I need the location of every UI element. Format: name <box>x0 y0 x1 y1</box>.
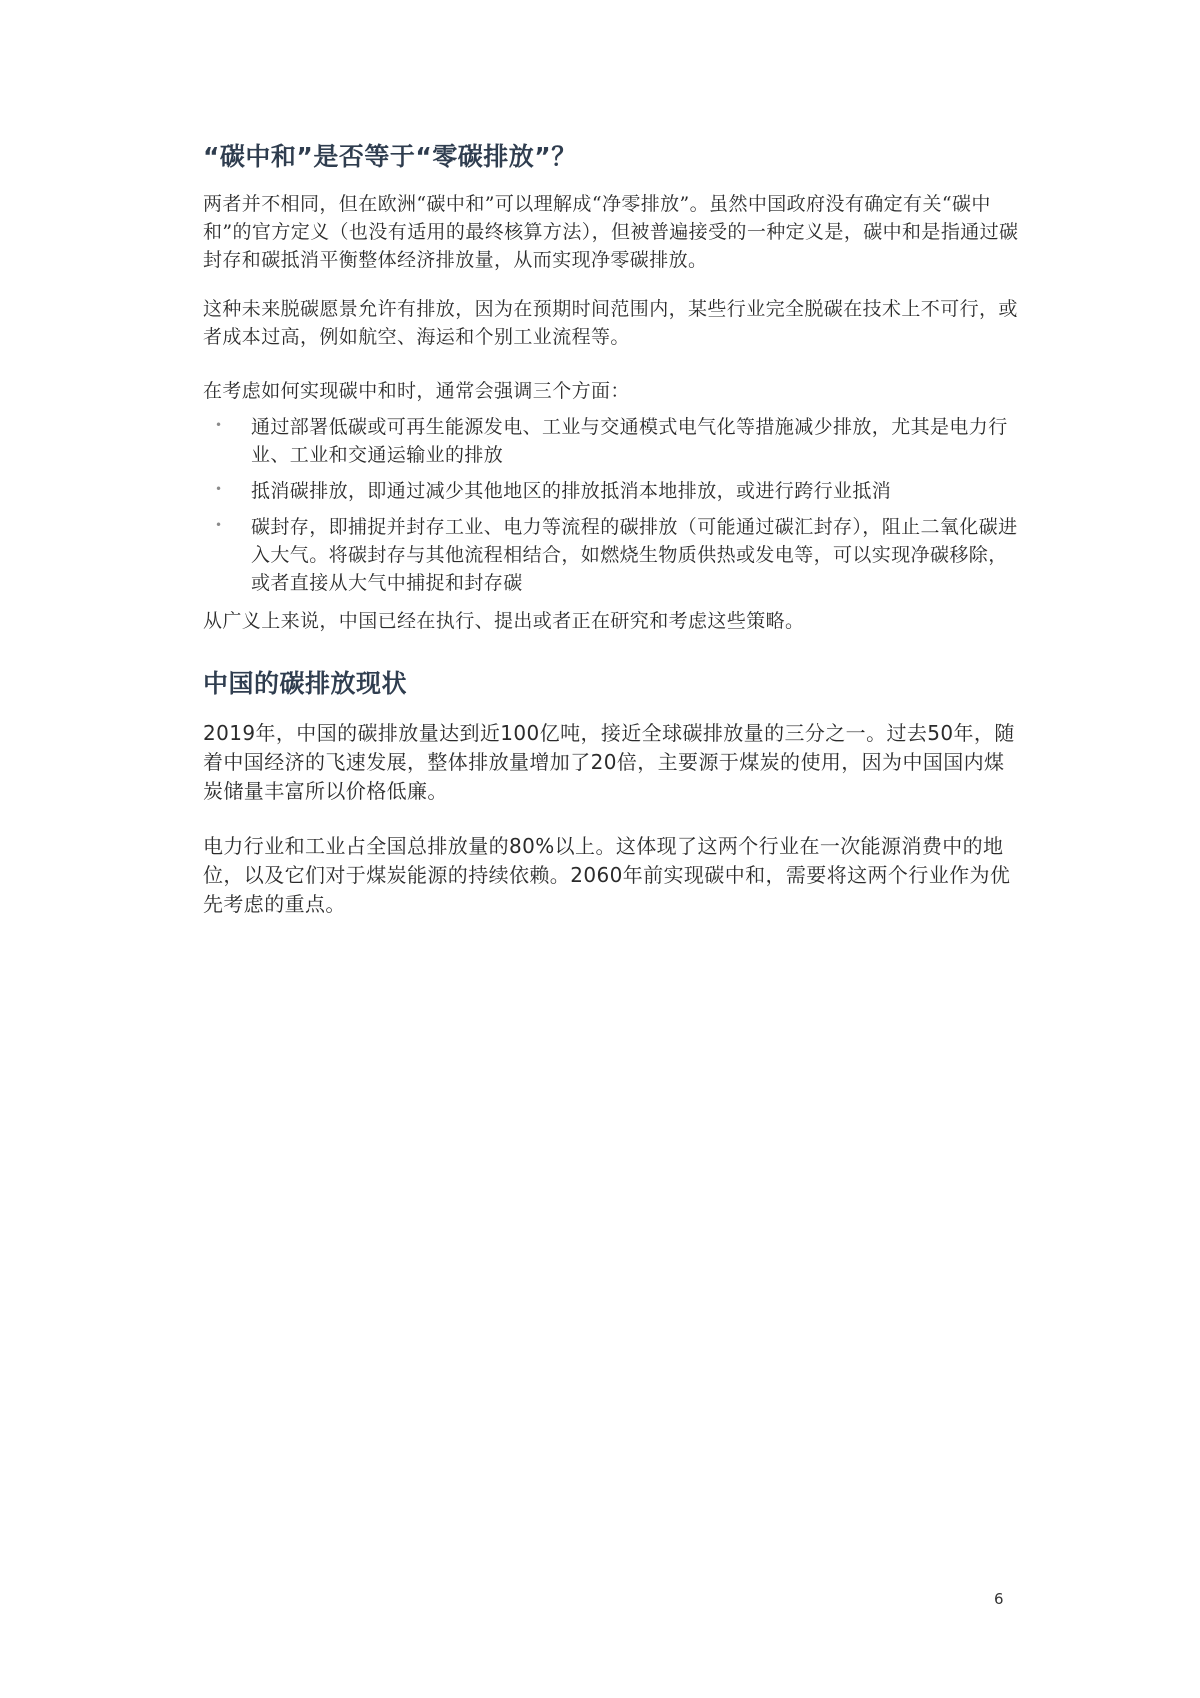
paragraph-power-industry: 电力行业和工业占全国总排放量的80%以上。这体现了这两个行业在一次能源消费中的地位，以及它们对于煤炭能源的持续依赖。2060年前实现碳中和，需要将这两个行业作为优先考虑的重点。 <box>203 834 1011 916</box>
paragraph-definition: 两者并不相同，但在欧洲“碳中和”可以理解成“净零排放”。虽然中国政府没有确定有关“碳中和”的官方定义（也没有适用的最终核算方法），但被普遍接受的一种定义是，碳中和是指通过碳封存和碳抵消平衡整体经济排放量，从而实现净零碳排放。 <box>203 193 1019 271</box>
section-heading-china-emissions: 中国的碳排放现状 <box>203 669 408 698</box>
bullet-icon: • <box>215 482 223 496</box>
paragraph-emissions-2019: 2019年，中国的碳排放量达到近100亿吨，接近全球碳排放量的三分之一。过去50年，随着中国经济的飞速发展，整体排放量增加了20倍，主要源于煤炭的使用，因为中国国内煤炭储量丰富所以价格低廉。 <box>203 721 1015 803</box>
page-number: 6 <box>994 1590 1004 1608</box>
bullet-list <box>203 413 1023 597</box>
paragraph-vision: 这种未来脱碳愿景允许有排放，因为在预期时间范围内，某些行业完全脱碳在技术上不可行，或者成本过高，例如航空、海运和个别工业流程等。 <box>203 298 1018 348</box>
page-content <box>203 140 1023 919</box>
list-item-text: 通过部署低碳或可再生能源发电、工业与交通模式电气化等措施减少排放，尤其是电力行业、工业和交通运输业的排放 <box>251 416 1008 466</box>
paragraph-three-aspects: 在考虑如何实现碳中和时，通常会强调三个方面： <box>203 380 630 402</box>
list-item-text: 碳封存，即捕捉并封存工业、电力等流程的碳排放（可能通过碳汇封存），阻止二氧化碳进入大气。将碳封存与其他流程相结合，如燃烧生物质供热或发电等，可以实现净碳移除，或者直接从大气中捕捉和封存碳 <box>251 516 1018 594</box>
bullet-icon: • <box>215 418 223 432</box>
list-item <box>203 413 1023 469</box>
list-item <box>203 513 1023 597</box>
section-heading-carbon-neutral: “碳中和”是否等于“零碳排放”？ <box>203 142 577 171</box>
list-item-text: 抵消碳排放，即通过减少其他地区的排放抵消本地排放，或进行跨行业抵消 <box>251 480 892 502</box>
paragraph-closing: 从广义上来说，中国已经在执行、提出或者正在研究和考虑这些策略。 <box>203 610 805 632</box>
list-item <box>203 477 1023 505</box>
bullet-icon: • <box>215 518 223 532</box>
